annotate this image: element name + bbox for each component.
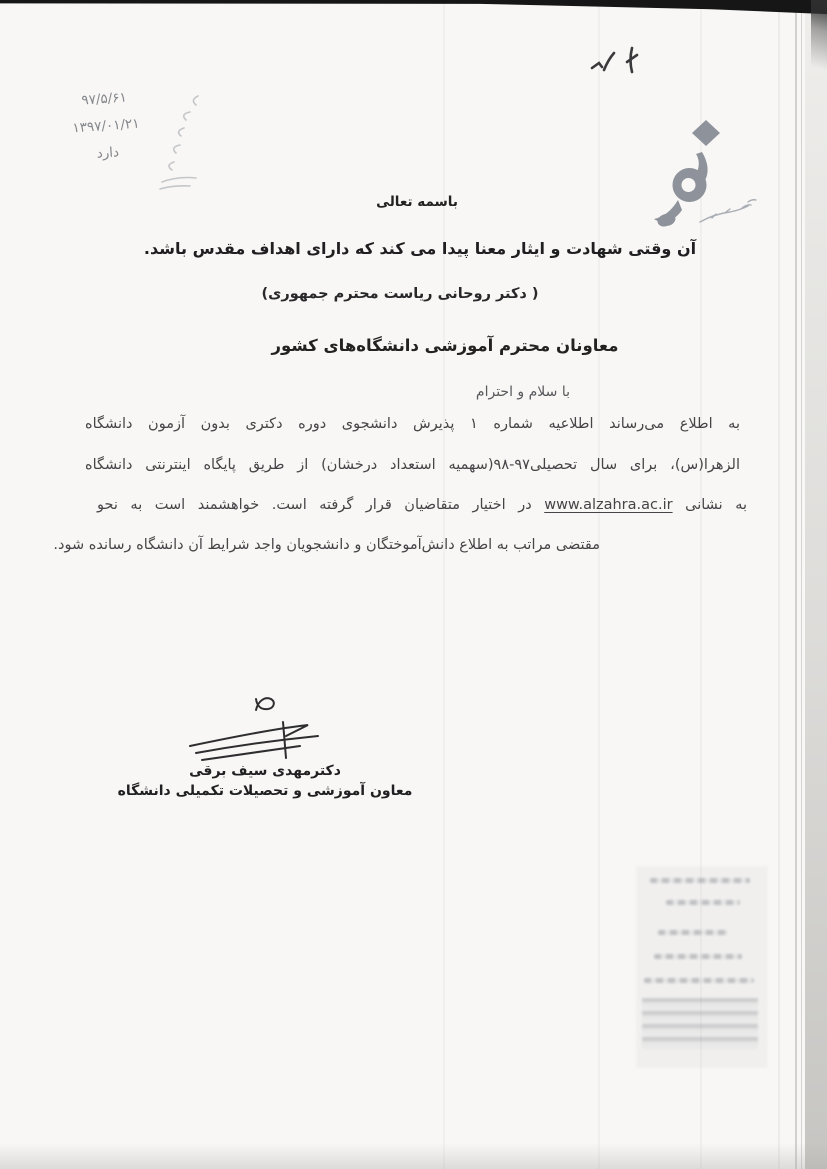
- page-bottom-shadow: [0, 1143, 827, 1169]
- stamp-text-line: [650, 878, 750, 883]
- page-edge-line: [795, 0, 797, 1169]
- bleed-through-stamp: [636, 866, 768, 1068]
- handwritten-date: ۱۳۹۷/۰۱/۲۱: [71, 115, 140, 137]
- salutation-text: با سلام و احترام: [475, 384, 570, 400]
- stamp-text-line: [666, 900, 740, 905]
- faint-scribble: [150, 90, 220, 205]
- quote-attribution: ( دکتر روحانی ریاست محترم جمهوری): [261, 286, 539, 302]
- body-line-3: [97, 497, 747, 513]
- stamp-text-line: [658, 930, 728, 935]
- stamp-text-line: [654, 954, 742, 959]
- body-line-3-suffix: در اختیار متقاضیان قرار گرفته است. خواهشمند است به نحو: [97, 497, 532, 513]
- stamp-text-block: [642, 998, 758, 1050]
- stamp-text-line: [644, 978, 754, 983]
- alzahra-university-logo-icon: [642, 118, 772, 253]
- handwritten-attachment-note: دارد: [96, 144, 120, 162]
- scan-top-edge: [0, 0, 827, 16]
- scan-streak: [443, 0, 445, 1169]
- quote-text: آن وقتی شهادت و ایثار معنا پیدا می کند که دارای اهداف مقدس باشد.: [143, 239, 697, 258]
- scan-streak: [598, 0, 600, 1169]
- handwritten-letter-number: ۹۷/۵/۶۱: [80, 89, 128, 109]
- body-line-4: مقتضی مراتب به اطلاع دانش‌آموختگان و دانشجویان واجد شرایط آن دانشگاه رسانده شود.: [53, 537, 600, 553]
- pen-marks: [580, 36, 660, 84]
- body-line-3-prefix: به نشانی: [685, 497, 748, 513]
- body-line-2: الزهرا(س)، برای سال تحصیلی۹۷-۹۸(سهمیه استعداد درخشان) از طریق پایگاه اینترنتی دانشگاه: [85, 457, 740, 473]
- recipient-heading: معاونان محترم آموزشی دانشگاه‌های کشور: [271, 336, 619, 355]
- scan-corner-shadow: [811, 0, 827, 110]
- body-line-1: به اطلاع می‌رساند اطلاعیه شماره ۱ پذیرش دانشجوی دوره دکتری بدون آزمون دانشگاه: [85, 416, 740, 432]
- scan-streak: [778, 0, 780, 1169]
- signature-scribble: [168, 692, 333, 772]
- website-url-text: www.alzahra.ac.ir: [544, 497, 673, 513]
- bismillah-heading: باسمه تعالی: [376, 194, 458, 210]
- page-right-edge-shadow: [805, 0, 827, 1169]
- page-edge-line: [801, 0, 802, 1169]
- signer-title: معاون آموزشی و تحصیلات تکمیلی دانشگاه: [117, 783, 413, 799]
- signer-name: دکترمهدی سیف برقی: [189, 763, 341, 779]
